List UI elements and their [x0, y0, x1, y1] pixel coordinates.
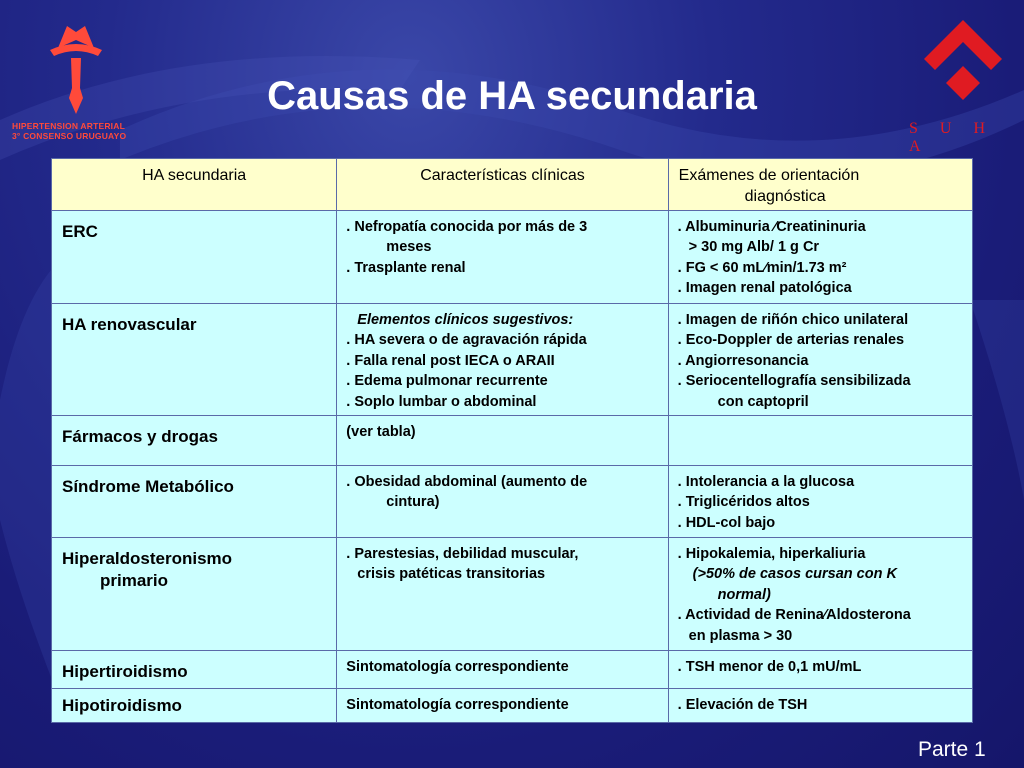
table-row — [52, 689, 973, 723]
table-row — [52, 466, 973, 538]
header-examenes-line1: Exámenes de orientación — [678, 167, 860, 184]
header-examenes — [668, 159, 972, 211]
row-name-cell: Hipertiroidismo — [52, 651, 337, 689]
clinical-cell: . Obesidad abdominal (aumento de cintura) — [337, 466, 668, 538]
logo-left-caption — [12, 121, 126, 141]
row-name-cell: Hipotiroidismo — [52, 689, 337, 723]
logo-left-line1: HIPERTENSION ARTERIAL — [12, 121, 125, 131]
table-header-row — [52, 159, 973, 211]
clinical-cell: Sintomatología correspondiente — [337, 689, 668, 723]
row-name-cell: HA renovascular — [52, 304, 337, 416]
exams-cell: . Hipokalemia, hiperkaliuria (>50% de casos cursan con K normal) . Actividad de Renina⁄Aldosterona en plasma > 30 — [668, 538, 972, 651]
clinical-cell: . Nefropatía conocida por más de 3 meses . Trasplante renal — [337, 211, 668, 304]
row-name-cell: Síndrome Metabólico — [52, 466, 337, 538]
header-caracteristicas: Características clínicas — [337, 159, 668, 211]
exams-cell: . Imagen de riñón chico unilateral . Eco-Doppler de arterias renales . Angiorresonancia . Seriocentellografía sensibilizada con captopril — [668, 304, 972, 416]
logo-left-line2: 3° CONSENSO URUGUAYO — [12, 131, 127, 141]
clinical-cell: . Parestesias, debilidad muscular, crisis patéticas transitorias — [337, 538, 668, 651]
exams-cell: . Elevación de TSH — [668, 689, 972, 723]
row-name-cell: ERC — [52, 211, 337, 304]
causes-table — [51, 158, 973, 723]
clinical-cell: Sintomatología correspondiente — [337, 651, 668, 689]
exams-cell: . TSH menor de 0,1 mU/mL — [668, 651, 972, 689]
header-examenes-line2: diagnóstica — [744, 188, 826, 205]
table-row — [52, 416, 973, 466]
exams-cell — [668, 416, 972, 466]
row-name-cell: Fármacos y drogas — [52, 416, 337, 466]
exams-cell: . Intolerancia a la glucosa . Triglicéridos altos . HDL-col bajo — [668, 466, 972, 538]
suha-logo-text: S U H A — [909, 120, 995, 155]
header-ha-secundaria: HA secundaria — [52, 159, 337, 211]
clinical-cell: (ver tabla) — [337, 416, 668, 466]
row-name-cell: Hiperaldosteronismo primario — [52, 538, 337, 651]
table-row — [52, 304, 973, 416]
page-title: Causas de HA secundaria — [267, 74, 757, 118]
table-row — [52, 211, 973, 304]
table-row — [52, 538, 973, 651]
clinical-cell: Elementos clínicos sugestivos: . HA severa o de agravación rápida . Falla renal post IECA o ARAII . Edema pulmonar recurrente . Soplo lumbar o abdominal — [337, 304, 668, 416]
exams-cell: . Albuminuria ⁄Creatininuria > 30 mg Alb/ 1 g Cr . FG < 60 mL⁄min/1.73 m² . Imagen renal patológica — [668, 211, 972, 304]
slide-footer-label: Parte 1 — [918, 738, 986, 761]
table-row — [52, 651, 973, 689]
